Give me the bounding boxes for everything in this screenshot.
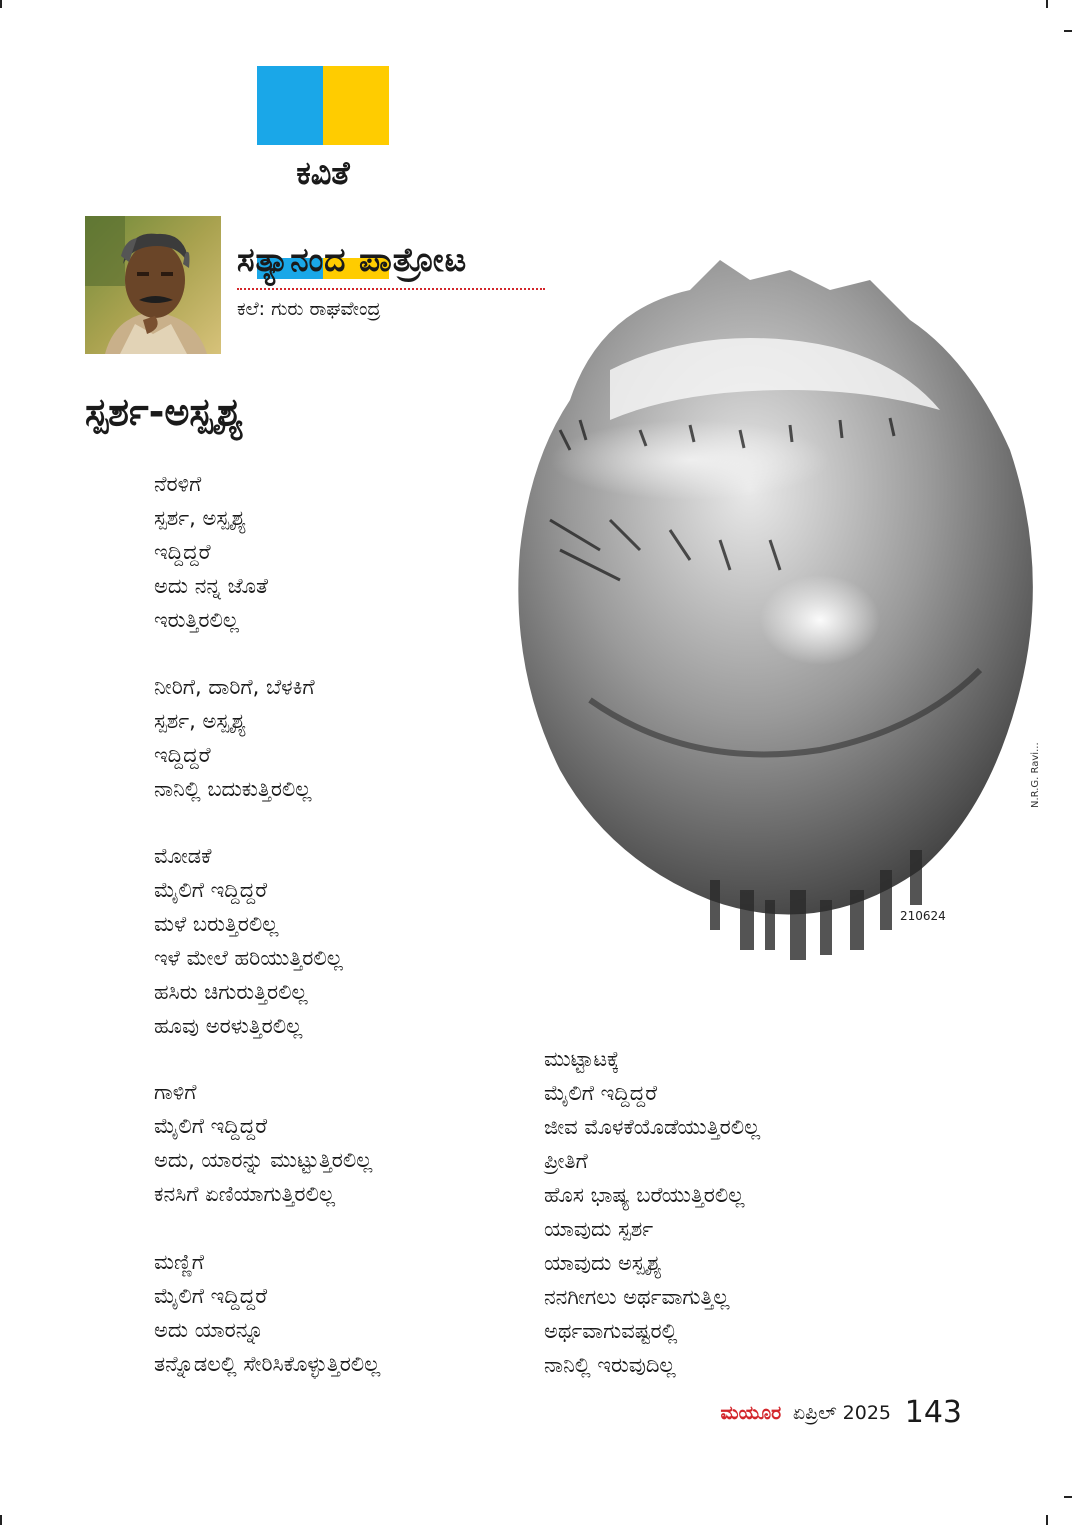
poem-line: ಮೈಲಿಗೆ ಇದ್ದಿದ್ದರೆ [154,1284,268,1308]
crop-mark [0,1515,2,1525]
poem-line: ಇದ್ದಿದ್ದರೆ [154,540,211,564]
poem-line: ಅರ್ಥವಾಗುವಷ್ಟರಲ್ಲಿ [544,1319,678,1343]
poem-line: ಮಣ್ಣಿಗೆ [154,1250,205,1274]
poem-line: ಮೋಡಕೆ [154,844,212,868]
issue-month: ಏಪ್ರಿಲ್ 2025 [792,1402,891,1424]
poem-line: ಮೈಲಿಗೆ ಇದ್ದಿದ್ದರೆ [544,1081,658,1105]
stanza-1 [154,467,268,637]
poem-line: ಅದು ಯಾರನ್ನೂ [154,1318,264,1342]
art-credit: ಕಲೆ: ಗುರು ರಾಘವೇಂದ್ರ [237,298,381,320]
stanza-4 [154,1075,372,1211]
poem-line: ನನಗೀಗಲು ಅರ್ಥವಾಗುತ್ತಿಲ್ಲ [544,1285,730,1309]
author-name: ಸತ್ಯಾನಂದ ಪಾತ್ರೋಟ [237,240,468,279]
poem-line: ಯಾವುದು ಸ್ಪರ್ಶ [544,1217,654,1241]
poem-line: ಸ್ಪರ್ಶ, ಅಸ್ಪೃಶ್ಯ [154,506,246,530]
poem-title: ಸ್ಪರ್ಶ-ಅಸ್ಪೃಶ್ಯ [85,390,244,434]
poem-line: ಕನಸಿಗೆ ಏಣಿಯಾಗುತ್ತಿರಲಿಲ್ಲ [154,1182,336,1206]
poem-line: ಮೈಲಿಗೆ ಇದ್ದಿದ್ದರೆ [154,1114,268,1138]
artist-side-note: N.R.G. Ravi... [1030,742,1041,808]
crop-mark [1064,30,1072,32]
poem-line: ಸ್ಪರ್ಶ, ಅಸ್ಪೃಶ್ಯ [154,709,246,733]
poem-line: ಮುಟ್ಟಾಟಕ್ಕೆ [544,1047,620,1071]
logo-blue-block [257,66,323,145]
section-label: ಕವಿತೆ [296,154,350,192]
poem-line: ಹಸಿರು ಚಿಗುರುತ್ತಿರಲಿಲ್ಲ [154,980,308,1004]
poem-line: ಗಾಳಿಗೆ [154,1080,197,1104]
poem-line: ತನ್ನೊಡಲಲ್ಲಿ ಸೇರಿಸಿಕೊಳ್ಳುತ್ತಿರಲಿಲ್ಲ [154,1352,381,1376]
poem-line: ಇಳೆ ಮೇಲೆ ಹರಿಯುತ್ತಿರಲಿಲ್ಲ [154,946,343,970]
stanza-5 [154,1245,380,1381]
poem-line: ಹೊಸ ಭಾಷ್ಯ ಬರೆಯುತ್ತಿರಲಿಲ್ಲ [544,1183,745,1207]
poem-line: ಅದು, ಯಾರನ್ನು ಮುಟ್ಟುತ್ತಿರಲಿಲ್ಲ [154,1148,373,1172]
magazine-name: ಮಯೂರ [720,1402,782,1424]
poem-line: ಯಾವುದು ಅಸ್ಪೃಶ್ಯ [544,1251,662,1275]
poem-line: ಜೀವ ಮೊಳಕೆಯೊಡೆಯುತ್ತಿರಲಿಲ್ಲ [544,1115,761,1139]
poem-line: ಮಳೆ ಬರುತ್ತಿರಲಿಲ್ಲ [154,912,279,936]
poem-line: ಪ್ರೀತಿಗೆ [544,1149,588,1173]
page-footer [720,1392,962,1430]
page-number: 143 [904,1395,962,1430]
poem-line: ನೆರಳಿಗೆ [154,472,202,496]
poem-line: ನಾನಿಲ್ಲಿ ಇರುವುದಿಲ್ಲ [544,1353,676,1377]
crop-mark [1046,1515,1048,1525]
poem-line: ಇದ್ದಿದ್ದರೆ [154,743,211,767]
poem-line: ನೀರಿಗೆ, ದಾರಿಗೆ, ಬೆಳಕಿಗೆ [154,675,315,699]
stanza-6 [544,1042,760,1382]
stanza-3 [154,839,343,1043]
stanza-2 [154,670,315,806]
section-logo [257,66,389,213]
poem-line: ಅದು ನನ್ನ ಜೊತೆ [154,574,268,598]
poem-line: ಮೈಲಿಗೆ ಇದ್ದಿದ್ದರೆ [154,878,268,902]
poem-line: ನಾನಿಲ್ಲಿ ಬದುಕುತ್ತಿರಲಿಲ್ಲ [154,777,312,801]
crop-mark [1046,0,1048,8]
author-photo [85,216,221,354]
crop-mark [1064,1496,1072,1498]
globe-illustration [490,250,1050,960]
logo-yellow-block [323,66,389,145]
artwork-signature: 210624 [900,909,946,923]
poem-line: ಇರುತ್ತಿರಲಿಲ್ಲ [154,608,239,632]
poem-line: ಹೂವು ಅರಳುತ್ತಿರಲಿಲ್ಲ [154,1014,303,1038]
crop-mark [0,0,2,8]
